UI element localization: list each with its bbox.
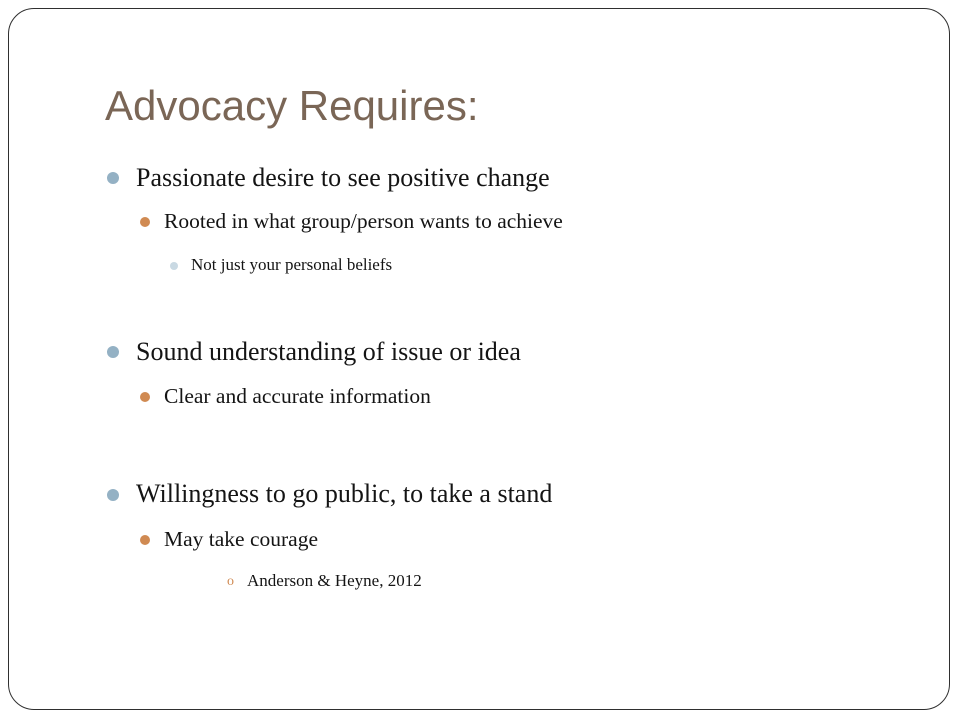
slide-title: Advocacy Requires: <box>105 82 479 129</box>
bullet-dot-level3 <box>170 262 178 270</box>
bullet-item-citation: Anderson & Heyne, 2012 <box>247 571 422 590</box>
bullet-item: Sound understanding of issue or idea <box>136 337 521 366</box>
bullet-item: Not just your personal beliefs <box>191 255 393 274</box>
bullet-dot-level2 <box>140 217 150 227</box>
bullet-item: Clear and accurate information <box>164 384 431 408</box>
bullet-item: Passionate desire to see positive change <box>136 163 550 192</box>
bullet-item: Rooted in what group/person wants to achieve <box>164 209 563 233</box>
bullet-dot-level2 <box>140 392 150 402</box>
bullet-item: Willingness to go public, to take a stand <box>136 479 553 508</box>
bullet-item: May take courage <box>164 527 319 551</box>
bullet-dot-level1 <box>107 489 119 501</box>
bullet-dot-level1 <box>107 346 119 358</box>
bullet-marker-o: o <box>227 574 234 589</box>
bullet-dot-level1 <box>107 172 119 184</box>
bullet-dot-level2 <box>140 535 150 545</box>
